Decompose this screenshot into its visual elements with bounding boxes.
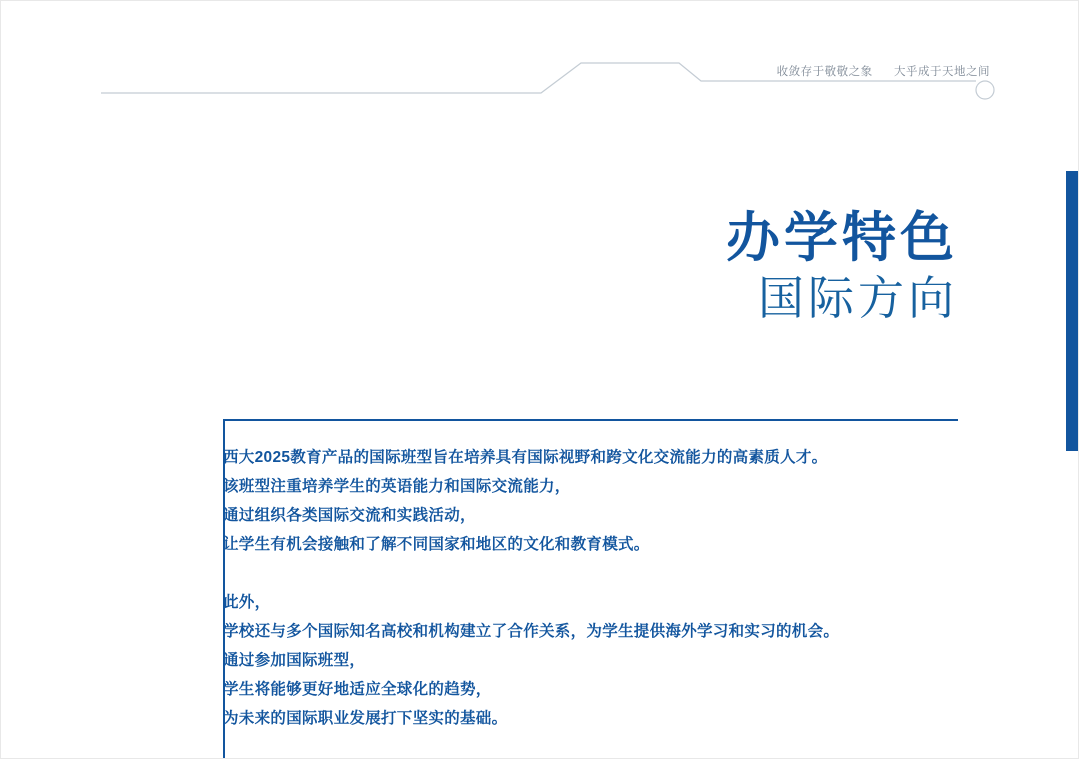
body-line: 该班型注重培养学生的英语能力和国际交流能力，: [223, 478, 571, 495]
header-decoration: [1, 1, 1079, 111]
body-line: 学校还与多个国际知名高校和机构建立了合作关系，为学生提供海外学习和实习的机会。: [223, 623, 840, 640]
body-line-spacer: [223, 559, 983, 588]
body-line: 通过组织各类国际交流和实践活动，: [223, 507, 476, 524]
header-tagline-left: 收敛存于敬敬之象: [776, 66, 873, 78]
body-text-block: [223, 443, 983, 733]
divider-horizontal: [223, 419, 958, 421]
right-accent-bar: [1066, 171, 1078, 451]
body-line: 通过参加国际班型，: [223, 652, 366, 669]
body-line: 此外，: [223, 594, 271, 611]
body-line: 为未来的国际职业发展打下坚实的基础。: [223, 710, 508, 727]
title-block: [726, 209, 958, 324]
header-tagline-right: 大乎成于天地之间: [894, 66, 990, 78]
page-title: 办学特色: [726, 208, 958, 268]
body-line: 学生将能够更好地适应全球化的趋势，: [223, 681, 492, 698]
page-subtitle: 国际方向: [758, 272, 958, 325]
body-line: 西大2025教育产品的国际班型旨在培养具有国际视野和跨文化交流能力的高素质人才。: [223, 449, 828, 466]
body-line: 让学生有机会接触和了解不同国家和地区的文化和教育模式。: [223, 536, 650, 553]
header-tagline: [777, 63, 990, 79]
